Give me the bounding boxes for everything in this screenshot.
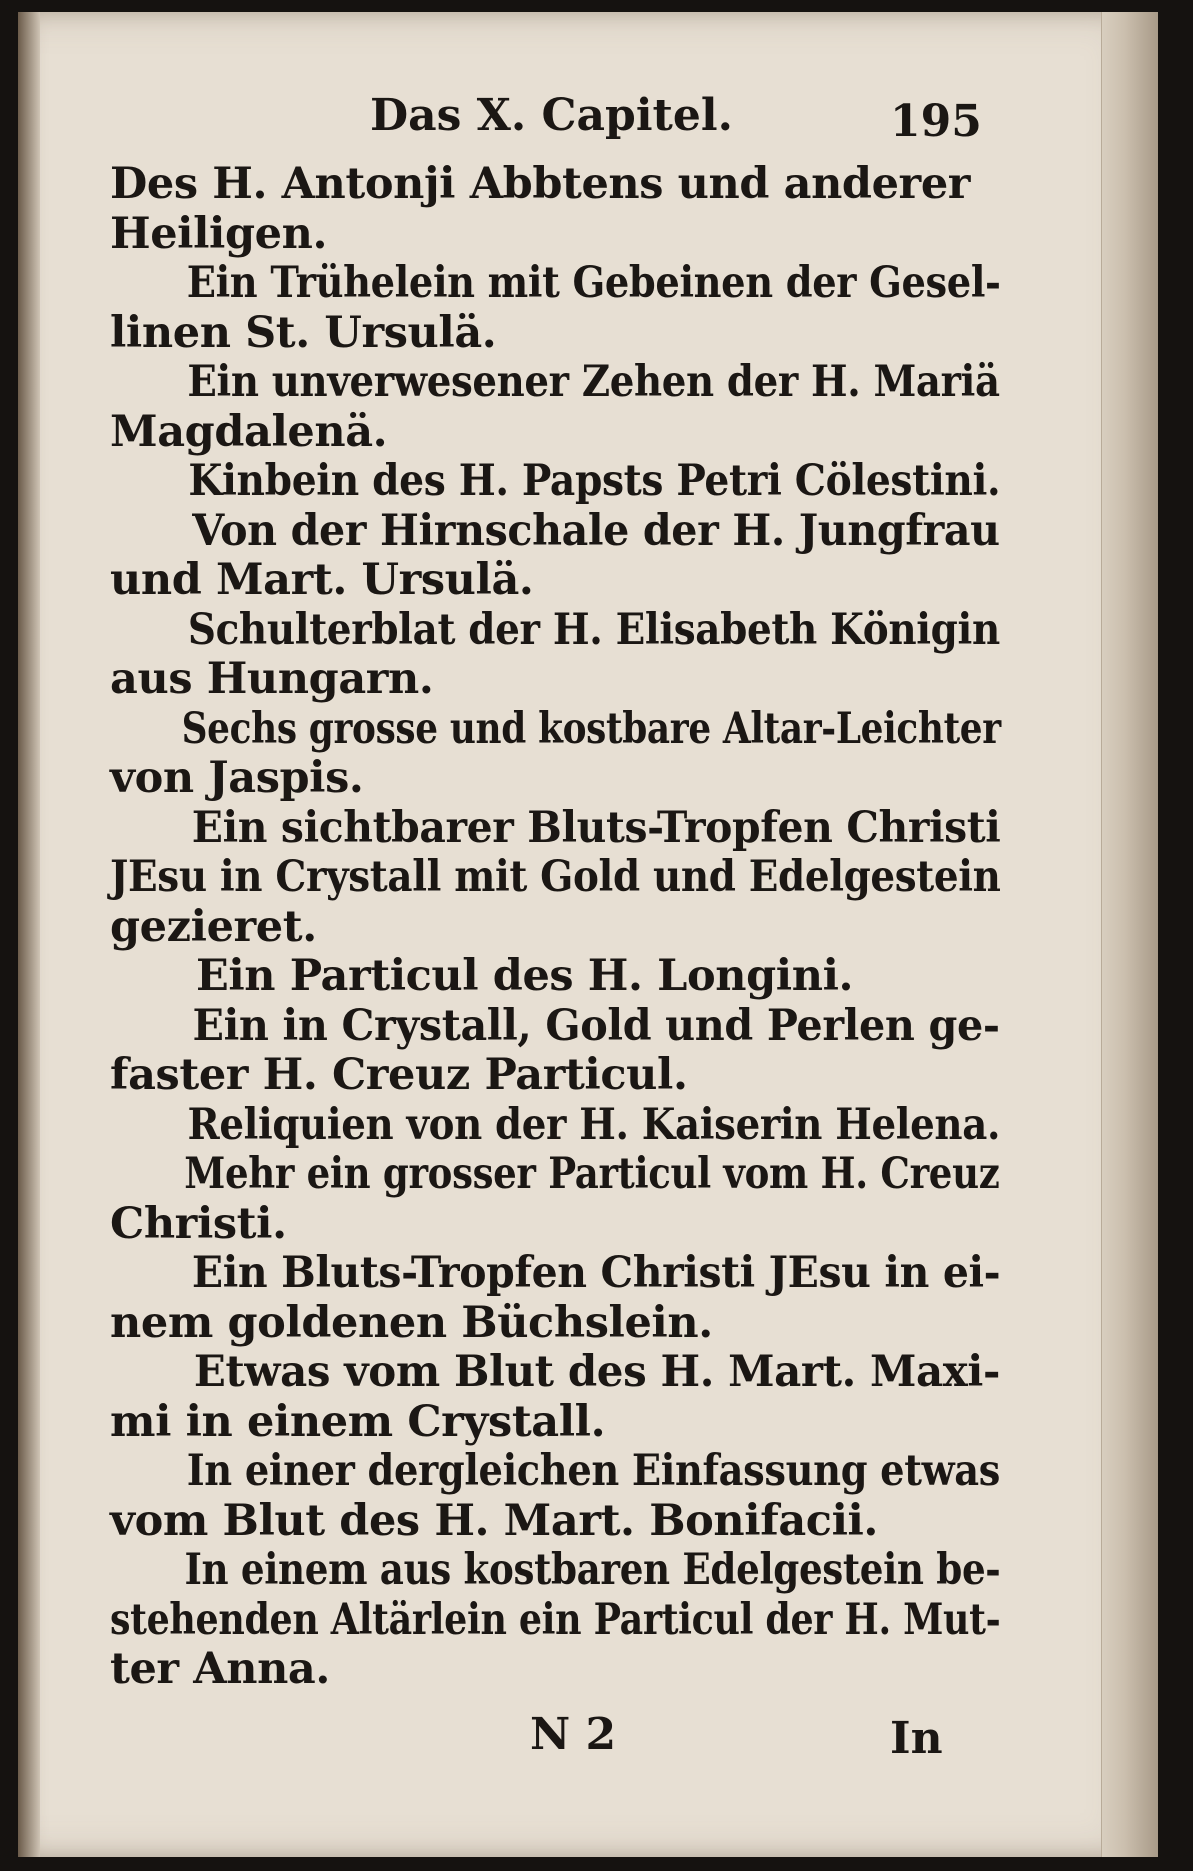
text-line: In einer dergleichen Einfassung etwas [186, 1446, 1000, 1496]
text-line: In einem aus kostbaren Edelgestein be- [184, 1545, 1001, 1595]
text-line: nem goldenen Büchslein. [110, 1297, 713, 1348]
text-line: Ein Bluts-Tropfen Christi JEsu in ei- [191, 1248, 1001, 1298]
text-line: Heiligen. [110, 208, 328, 259]
text-line: gezieret. [110, 901, 317, 952]
text-line: Ein sichtbarer Bluts-Tropfen Christi [191, 802, 1001, 853]
text-line: Ein Particul des H. Longini. [196, 951, 854, 1001]
text-line: linen St. Ursulä. [110, 307, 497, 358]
text-line: von Jaspis. [110, 753, 364, 803]
catchword: In [890, 1712, 943, 1764]
text-line: aus Hungarn. [110, 654, 434, 704]
text-line: Magdalenä. [110, 406, 388, 457]
text-line: Ein unverwesener Zehen der H. Mariä [187, 357, 1000, 407]
chapter-title: Das X. Capitel. [370, 90, 733, 141]
text-line: faster H. Creuz Particul. [110, 1050, 688, 1100]
text-line: JEsu in Crystall mit Gold und Edelgestein [110, 852, 1001, 902]
text-line: Ein in Crystall, Gold und Perlen ge- [192, 1000, 1000, 1051]
text-line: Mehr ein grosser Particul vom H. Creuz [184, 1149, 1000, 1199]
signature-mark: N 2 [530, 1708, 617, 1760]
text-line: vom Blut des H. Mart. Bonifacii. [110, 1495, 879, 1546]
text-line: Etwas vom Blut des H. Mart. Maxi- [193, 1347, 1000, 1397]
text-line: Ein Trühelein mit Gebeinen der Gesel- [186, 258, 1001, 308]
text-line: Von der Hirnschale der H. Jungfrau [192, 505, 1000, 556]
running-head [110, 82, 1000, 160]
page-edge [1101, 12, 1158, 1857]
text-line: Des H. Antonji Abbtens und anderer [110, 159, 971, 209]
gutter-shadow [18, 12, 40, 1857]
page-footer [110, 1701, 1000, 1781]
text-line: stehenden Altärlein ein Particul der H. Mut- [110, 1594, 1001, 1645]
text-line: ter Anna. [110, 1644, 330, 1694]
text-line: und Mart. Ursulä. [110, 555, 534, 605]
text-line: mi in einem Crystall. [110, 1396, 606, 1447]
book-page [18, 12, 1158, 1857]
text-line: Kinbein des H. Papsts Petri Cölestini. [188, 456, 1001, 506]
body-text [110, 160, 1000, 1695]
text-line: Schulterblat der H. Elisabeth Königin [187, 604, 1000, 655]
page-number: 195 [890, 96, 982, 147]
text-block [110, 82, 1000, 1781]
text-line: Reliquien von der H. Kaiserin Helena. [187, 1099, 1001, 1150]
text-line: Sechs grosse und kostbare Altar-Leichter [181, 703, 1001, 754]
text-line: Christi. [110, 1198, 287, 1249]
